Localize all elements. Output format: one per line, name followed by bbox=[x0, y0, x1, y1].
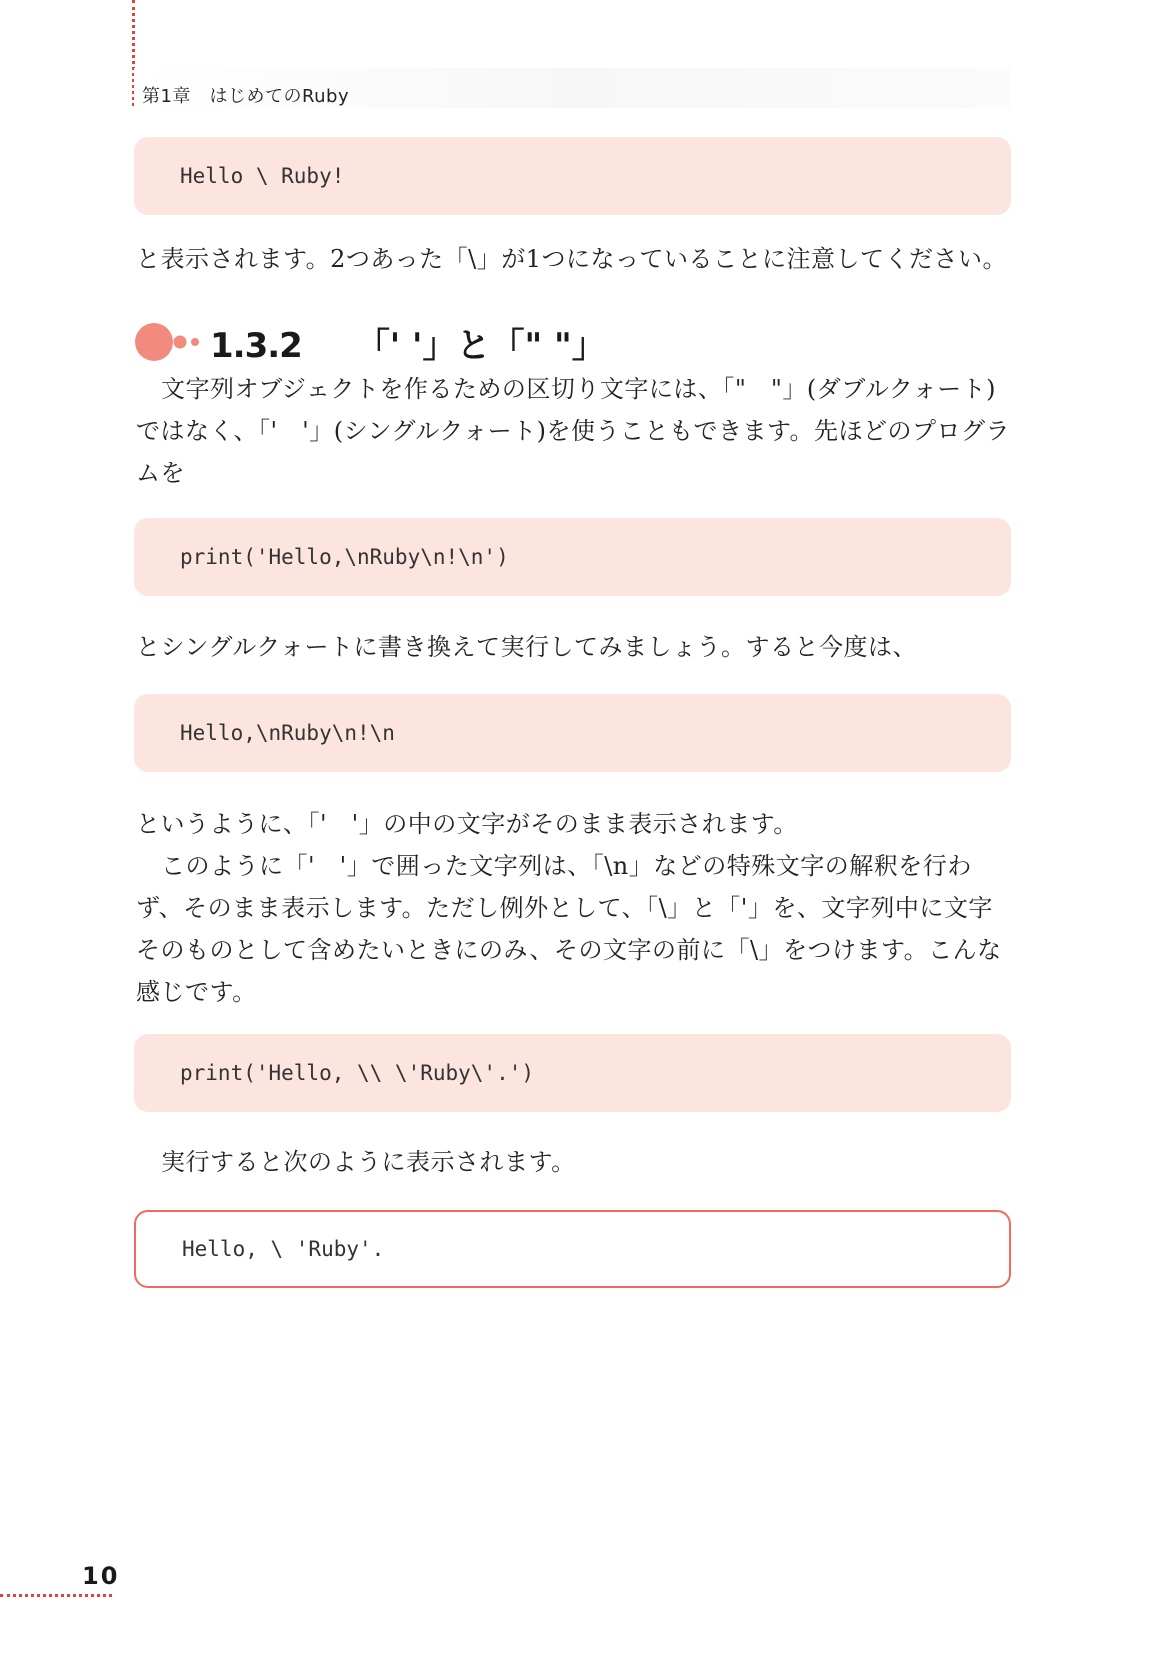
section-bullet-icon bbox=[134, 322, 204, 362]
code-block-print-single-quote: print('Hello,\nRuby\n!\n') bbox=[134, 518, 1011, 596]
section-number: 1.3.2 bbox=[210, 326, 302, 366]
paragraph-rewrite: とシングルクォートに書き換えて実行してみましょう。すると今度は、 bbox=[136, 633, 917, 661]
paragraph-run-result: 実行すると次のように表示されます。 bbox=[161, 1148, 576, 1176]
dotted-footer-line bbox=[0, 1594, 112, 1597]
code-block-raw-output: Hello,\nRuby\n!\n bbox=[134, 694, 1011, 772]
chapter-header: 第1章 はじめてのRuby bbox=[142, 86, 350, 107]
code-block-hello-ruby: Hello \ Ruby! bbox=[134, 137, 1011, 215]
section-bullet-large-circle bbox=[135, 323, 173, 361]
code-block-print-escaped: print('Hello, \\ \'Ruby\'.') bbox=[134, 1034, 1011, 1112]
section-title: 「' '」と「" "」 bbox=[355, 326, 606, 366]
section-bullet-medium-circle bbox=[174, 336, 187, 349]
paragraph-literal-display: というように、「' '」の中の文字がそのまま表示されます。 bbox=[136, 810, 798, 838]
paragraph-escape-note: と表示されます。2つあった「\」が1つになっていることに注意してください。 bbox=[136, 245, 1007, 273]
section-heading bbox=[210, 318, 606, 367]
section-bullet-small-circle bbox=[191, 338, 199, 346]
output-block: Hello, \ 'Ruby'. bbox=[134, 1210, 1011, 1288]
paragraph-quote-intro: 文字列オブジェクトを作るための区切り文字には、「" "」(ダブルクォート)ではなく、「' '」(シングルクォート)を使うこともできます。先ほどのプログラムを bbox=[136, 375, 1011, 487]
paragraph-escape-rules: このように「' '」で囲った文字列は、「\n」などの特殊文字の解釈を行わず、そのまま表示します。ただし例外として、「\」と「'」を、文字列中に文字そのものとして含めたいときにのみ、その文字の前に「\」をつけます。こんな感じです。 bbox=[136, 852, 1002, 1006]
page-number: 10 bbox=[82, 1562, 120, 1590]
